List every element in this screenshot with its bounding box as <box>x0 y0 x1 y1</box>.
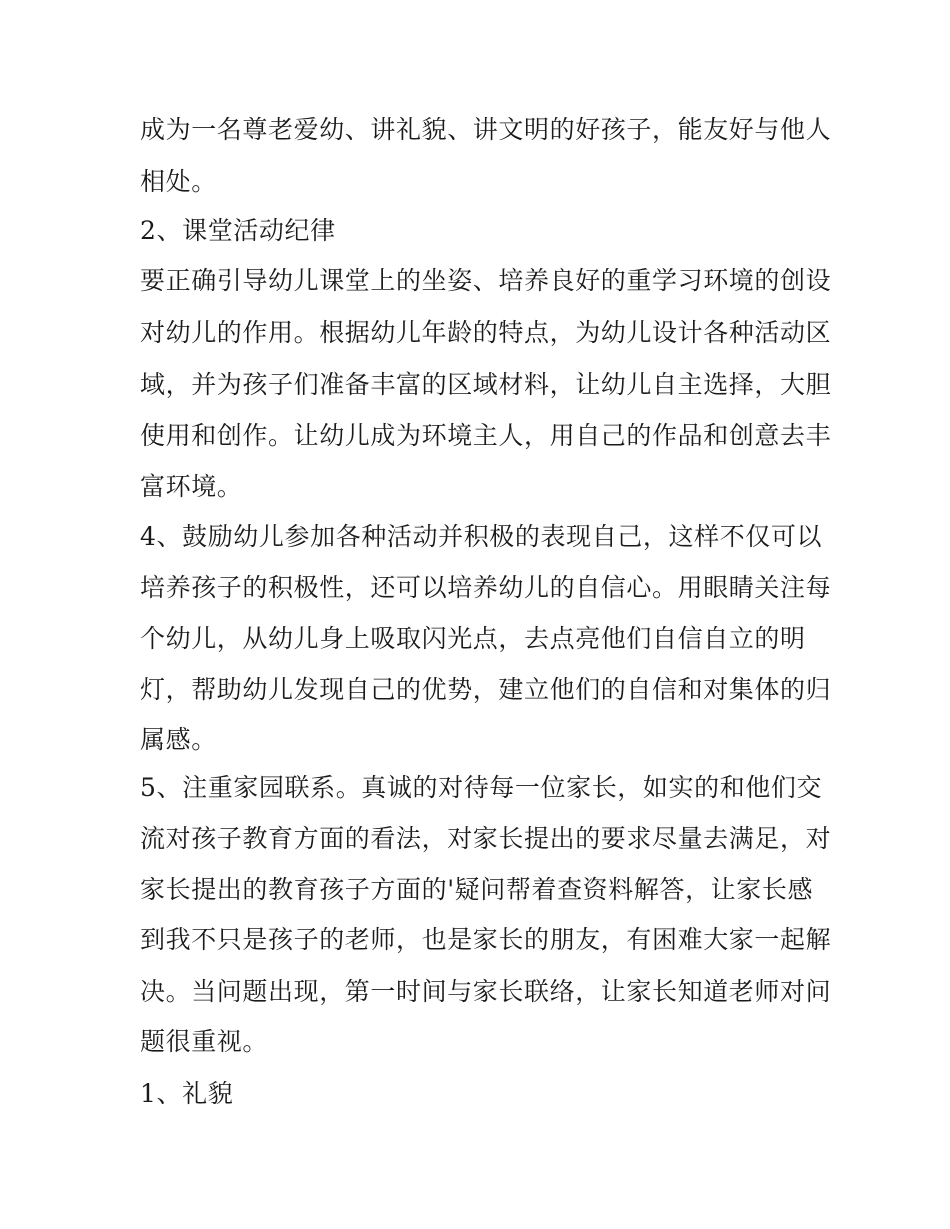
text-line: 富环境。 <box>140 472 243 501</box>
text-line: 到我不只是孩子的老师，也是家长的朋友，有困难大家一起解 <box>140 925 832 954</box>
text-line: 流对孩子教育方面的看法，对家长提出的要求尽量去满足，对 <box>140 824 832 853</box>
text-line: 相处。 <box>140 167 217 196</box>
text-line: 培养孩子的积极性，还可以培养幼儿的自信心。用眼睛关注每 <box>140 573 832 602</box>
text-line: 对幼儿的作用。根据幼儿年龄的特点，为幼儿设计各种活动区 <box>140 318 832 347</box>
text-line: 要正确引导幼儿课堂上的坐姿、培养良好的重学习环境的创设 <box>140 266 832 295</box>
section-heading: 1、礼貌 <box>140 1079 234 1108</box>
text-line: 属感。 <box>140 725 217 754</box>
text-line: 5、注重家园联系。真诚的对待每一位家长，如实的和他们交 <box>140 773 823 802</box>
text-line: 个幼儿，从幼儿身上吸取闪光点，去点亮他们自信自立的明 <box>140 624 806 653</box>
text-line: 家长提出的教育孩子方面的'疑问帮着查资料解答，让家长感 <box>140 875 814 904</box>
text-line: 使用和创作。让幼儿成为环境主人，用自己的作品和创意去丰 <box>140 421 832 450</box>
text-line: 题很重视。 <box>140 1027 269 1056</box>
text-line: 决。当问题出现，第一时间与家长联络，让家长知道老师对问 <box>140 977 832 1006</box>
text-line: 灯，帮助幼儿发现自己的优势，建立他们的自信和对集体的归 <box>140 675 832 704</box>
text-line: 域，并为孩子们准备丰富的区域材料，让幼儿自主选择，大胆 <box>140 370 832 399</box>
section-heading: 2、课堂活动纪律 <box>140 216 336 245</box>
text-line: 4、鼓励幼儿参加各种活动并积极的表现自己，这样不仅可以 <box>140 522 823 551</box>
text-line: 成为一名尊老爱幼、讲礼貌、讲文明的好孩子，能友好与他人 <box>140 115 832 144</box>
